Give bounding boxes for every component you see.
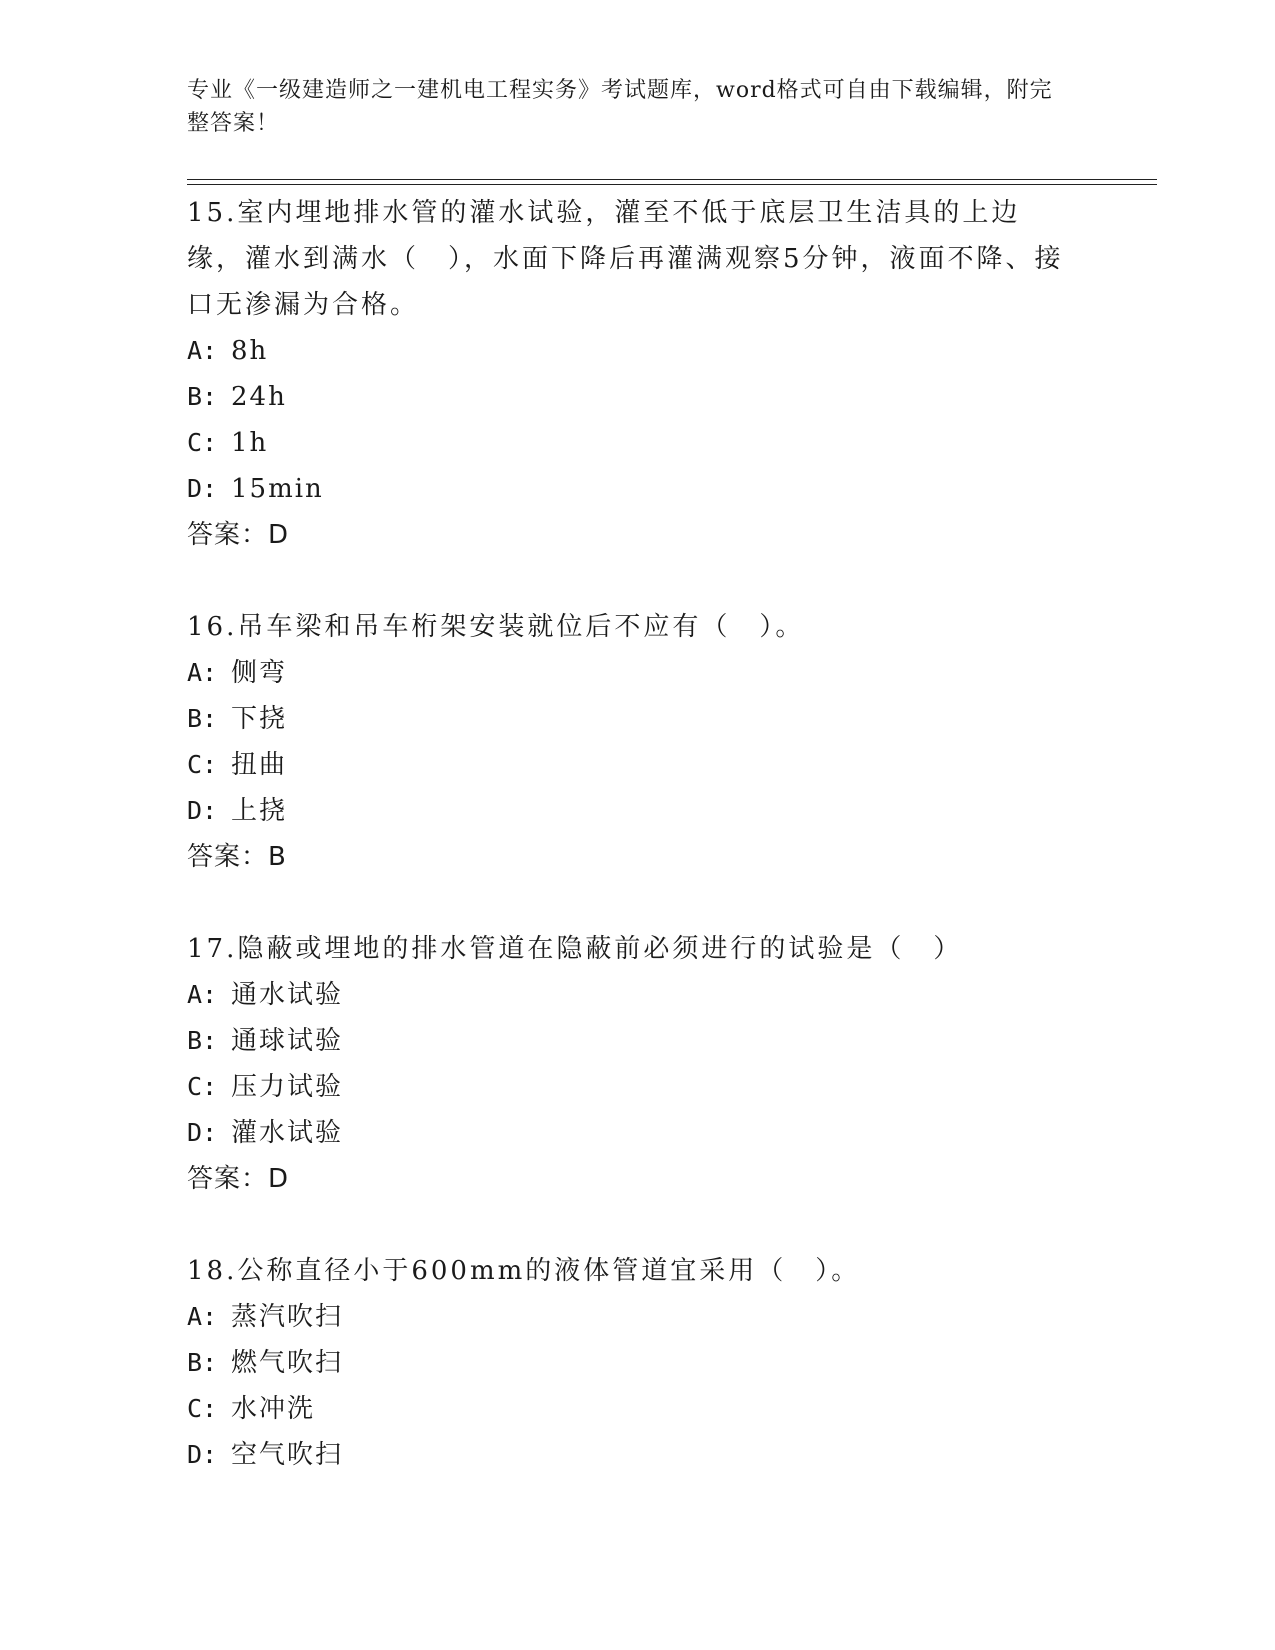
option-value: 通水试验: [231, 980, 344, 1010]
document-intro: 专业《一级建造师之一建机电工程实务》考试题库，word格式可自由下载编辑，附完整答案！: [187, 78, 1053, 136]
option-a: [187, 972, 1077, 1018]
answer-line: 答案：D: [187, 1164, 290, 1194]
question-text: 16.吊车梁和吊车桁架安装就位后不应有（ ）。: [187, 612, 805, 642]
option-key: D:: [187, 474, 218, 503]
option-b: [187, 696, 1077, 742]
option-value: 灌水试验: [231, 1118, 344, 1148]
question-gap: [187, 1202, 1077, 1248]
option-a: [187, 650, 1077, 696]
option-key: A:: [187, 1302, 218, 1331]
option-b: [187, 1340, 1077, 1386]
header-divider-bottom: [187, 184, 1157, 185]
option-b: [187, 1018, 1077, 1064]
question-18: [187, 1248, 1077, 1478]
option-key: B:: [187, 1026, 218, 1055]
option-value: 压力试验: [231, 1072, 344, 1102]
option-key: B:: [187, 382, 218, 411]
option-key: D:: [187, 1440, 218, 1469]
option-key: C:: [187, 750, 218, 779]
question-gap: [187, 880, 1077, 926]
option-d: [187, 788, 1077, 834]
question-17: [187, 926, 1077, 1248]
option-value: 24h: [231, 382, 287, 412]
option-key: D:: [187, 796, 218, 825]
option-d: [187, 1432, 1077, 1478]
option-key: C:: [187, 428, 218, 457]
question-15: [187, 190, 1077, 604]
answer-line: 答案：B: [187, 842, 287, 872]
question-text: 15.室内埋地排水管的灌水试验，灌至不低于底层卫生洁具的上边缘，灌水到满水（ ），水面下降后再灌满观察5分钟，液面不降、接口无渗漏为合格。: [187, 198, 1064, 320]
option-d: [187, 1110, 1077, 1156]
option-key: A:: [187, 658, 218, 687]
option-key: A:: [187, 336, 218, 365]
option-value: 燃气吹扫: [231, 1348, 344, 1378]
option-key: A:: [187, 980, 218, 1009]
option-value: 通球试验: [231, 1026, 344, 1056]
option-b: [187, 374, 1077, 420]
question-16: [187, 604, 1077, 926]
option-value: 下挠: [231, 704, 288, 734]
option-value: 8h: [231, 336, 269, 366]
question-list: [187, 190, 1077, 1478]
option-c: [187, 1386, 1077, 1432]
option-value: 上挠: [231, 796, 288, 826]
option-d: [187, 466, 1077, 512]
option-key: C:: [187, 1072, 218, 1101]
option-key: B:: [187, 704, 218, 733]
option-value: 扭曲: [231, 750, 288, 780]
question-text: 17.隐蔽或埋地的排水管道在隐蔽前必须进行的试验是（ ）: [187, 934, 963, 964]
option-value: 蒸汽吹扫: [231, 1302, 344, 1332]
option-a: [187, 1294, 1077, 1340]
option-value: 空气吹扫: [231, 1440, 344, 1470]
option-c: [187, 1064, 1077, 1110]
question-gap: [187, 558, 1077, 604]
answer-line: 答案：D: [187, 520, 290, 550]
option-a: [187, 328, 1077, 374]
option-value: 水冲洗: [231, 1394, 316, 1424]
option-value: 1h: [231, 428, 269, 458]
option-key: B:: [187, 1348, 218, 1377]
option-key: C:: [187, 1394, 218, 1423]
option-key: D:: [187, 1118, 218, 1147]
option-value: 15min: [231, 474, 324, 504]
option-value: 侧弯: [231, 658, 288, 688]
option-c: [187, 742, 1077, 788]
option-c: [187, 420, 1077, 466]
question-text: 18.公称直径小于600mm的液体管道宜采用（ ）。: [187, 1256, 861, 1286]
header-divider-top: [187, 179, 1157, 180]
